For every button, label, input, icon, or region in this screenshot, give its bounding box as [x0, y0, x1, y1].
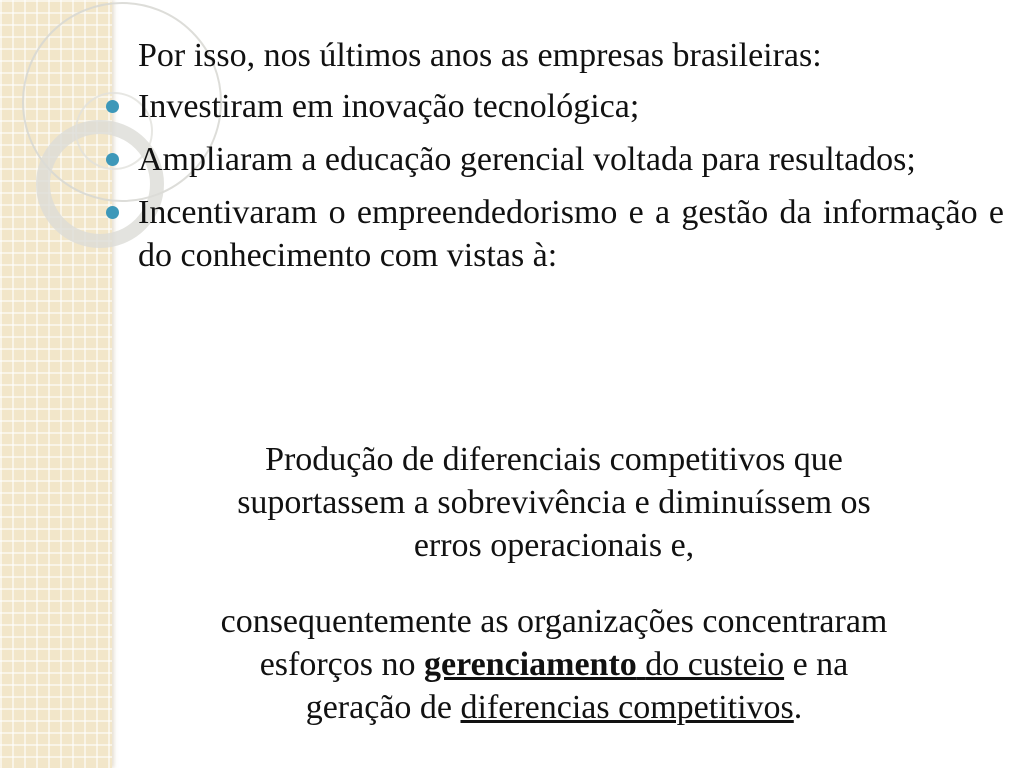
- text-segment: esforços no: [259, 646, 425, 683]
- emphasis-custeio: do custeio: [645, 646, 785, 683]
- text-segment: .: [793, 689, 803, 726]
- text-segment: e na: [784, 646, 849, 683]
- paragraph-line: [104, 643, 1004, 686]
- bullet-text: Ampliaram a educação gerencial voltada para resultados;: [138, 141, 916, 178]
- bullet-icon: [106, 206, 119, 219]
- bullet-item: [104, 138, 1004, 181]
- bullet-icon: [106, 153, 119, 166]
- text-segment: [637, 646, 646, 683]
- text-segment: geração de: [305, 689, 461, 726]
- slide-content: [104, 34, 1004, 287]
- paragraph-line: erros operacionais e,: [413, 527, 695, 564]
- bullet-icon: [106, 100, 119, 113]
- conclusion-paragraph-1: [104, 438, 1004, 567]
- intro-text: Por isso, nos últimos anos as empresas brasileiras:: [138, 37, 822, 74]
- bullet-list: [104, 85, 1004, 277]
- bullet-text: Investiram em inovação tecnológica;: [138, 88, 640, 125]
- conclusion-paragraph-2: [104, 600, 1004, 729]
- bullet-item: [104, 85, 1004, 128]
- paragraph-line: Produção de diferenciais competitivos que: [265, 441, 843, 478]
- decorative-side-panel: [0, 0, 112, 768]
- bullet-text: Incentivaram o empreendedorismo e a gestão da informação e do conhecimento com vistas à:: [138, 194, 1004, 274]
- emphasis-gerenciamento: gerenciamento: [424, 646, 637, 683]
- paragraph-line: consequentemente as organizações concentraram: [220, 603, 888, 640]
- paragraph-line: [104, 686, 1004, 729]
- emphasis-diferencias: diferencias competitivos: [460, 689, 794, 726]
- bullet-item: [104, 191, 1004, 277]
- paragraph-line: suportassem a sobrevivência e diminuíssem os: [237, 484, 871, 521]
